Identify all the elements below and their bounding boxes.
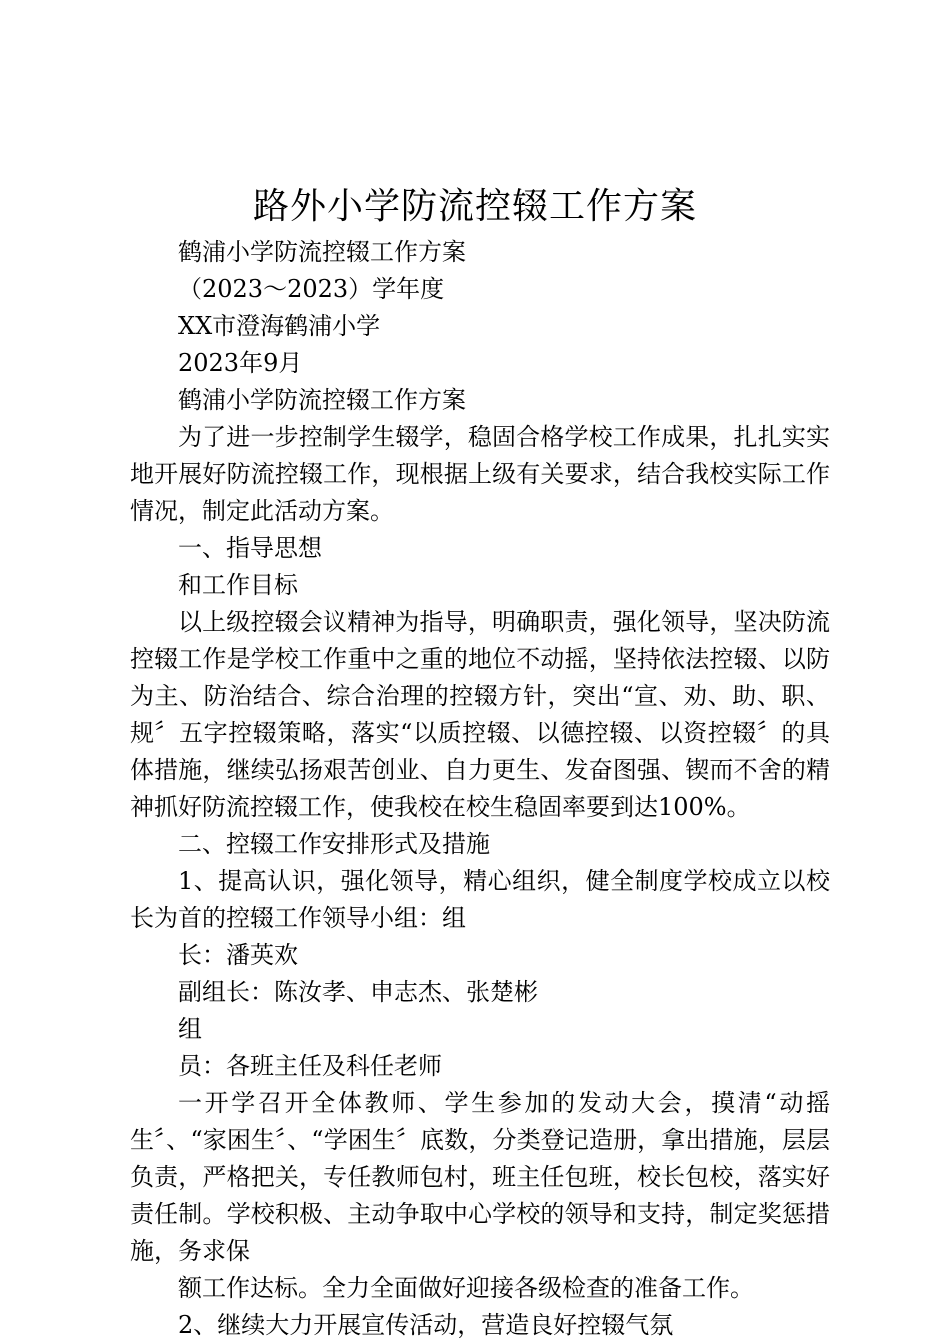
subtitle-plan-heading: 鹤浦小学防流控辍工作方案 [178, 386, 466, 414]
paragraph-leader: 长：潘英欢 [178, 941, 298, 969]
section-heading-guiding-thought: 一、指导思想 [178, 534, 322, 562]
paragraph-members: 员：各班主任及科任老师 [178, 1052, 442, 1080]
document-body [130, 234, 830, 1344]
section-heading-arrangement: 二、控辍工作安排形式及措施 [178, 830, 490, 858]
paragraph-item-1: 1、提高认识，强化领导，精心组织，健全制度学校成立以校长为首的控辍工作领导小组：组 [130, 867, 830, 932]
subtitle-date: 2023年9月 [178, 349, 303, 377]
section-heading-goals: 和工作目标 [178, 571, 298, 599]
paragraph-guiding-content: 以上级控辍会议精神为指导，明确职责，强化领导，坚决防流控辍工作是学校工作重中之重的地位不动摇，坚持依法控辍、以防为主、防治结合、综合治理的控辍方针，突出“宣、劝、助、职、规〞五字控辍策略，落实“以质控辍、以德控辍、以资控辍〞的具体措施，继续弘扬艰苦创业、自力更生、发奋图强、锲而不舍的精神抓好防流控辍工作，使我校在校生稳固率要到达100%。 [130, 608, 830, 821]
paragraph-item-2: 2、继续大力开展宣传活动，营造良好控辍气氛 [178, 1311, 674, 1339]
subtitle-academic-year: （2023～2023）学年度 [178, 275, 445, 303]
subtitle-school-name: XX市澄海鹤浦小学 [178, 312, 381, 340]
paragraph-meeting: 一开学召开全体教师、学生参加的发动大会，摸清“动摇生〞、“家困生〞、“学困生〞底数，分类登记造册，拿出措施，层层负责，严格把关，专任教师包村，班主任包班，校长包校，落实好责任制。学校积极、主动争取中心学校的领导和支持，制定奖惩措施，务求保 [130, 1089, 830, 1265]
document-title: 路外小学防流控辍工作方案 [252, 186, 697, 227]
subtitle-school-plan: 鹤浦小学防流控辍工作方案 [178, 238, 466, 266]
paragraph-deputy-leader: 副组长：陈汝孝、申志杰、张楚彬 [178, 978, 538, 1006]
paragraph-intro: 为了进一步控制学生辍学，稳固合格学校工作成果，扎扎实实地开展好防流控辍工作，现根据上级有关要求，结合我校实际工作情况，制定此活动方案。 [130, 423, 830, 525]
paragraph-member-label: 组 [178, 1015, 202, 1043]
paragraph-target: 额工作达标。全力全面做好迎接各级检查的准备工作。 [178, 1274, 754, 1302]
